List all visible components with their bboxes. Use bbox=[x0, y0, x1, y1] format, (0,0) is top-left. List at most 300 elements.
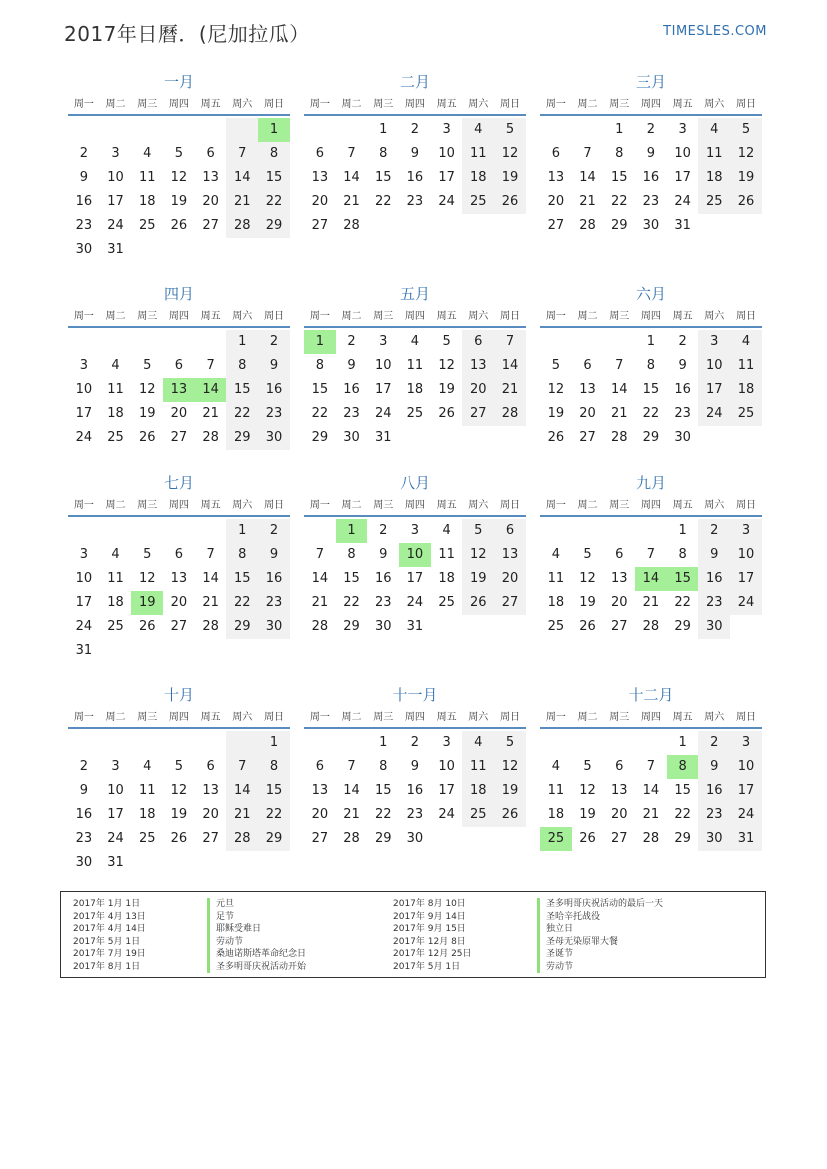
holiday-name: 耶稣受难日 bbox=[207, 923, 306, 936]
holiday-name: 圣哈辛托战役 bbox=[537, 911, 663, 924]
weekday-label: 周五 bbox=[436, 310, 457, 322]
weekday-label: 周四 bbox=[640, 98, 661, 110]
day-cell: 3 bbox=[678, 122, 687, 137]
weekday-header bbox=[304, 493, 526, 513]
day-cell: 7 bbox=[646, 759, 656, 774]
day-cell: 21 bbox=[202, 406, 219, 421]
month-divider bbox=[304, 326, 526, 328]
day-cell: 20 bbox=[311, 194, 329, 209]
day-cell: 27 bbox=[610, 619, 628, 634]
holiday-names-col-1 bbox=[207, 898, 306, 973]
day-cell: 29 bbox=[258, 827, 290, 851]
month-calendar bbox=[540, 284, 762, 450]
empty-cell bbox=[100, 330, 132, 354]
day-cell: 10 bbox=[75, 382, 93, 397]
day-grid bbox=[304, 731, 526, 851]
weekday-label: 周六 bbox=[704, 711, 725, 723]
day-cell: 3 bbox=[442, 122, 451, 137]
weekday-label: 周四 bbox=[640, 310, 661, 322]
month-divider bbox=[540, 727, 762, 729]
day-cell: 6 bbox=[583, 358, 592, 373]
empty-cell bbox=[163, 519, 195, 543]
day-cell: 19 bbox=[494, 779, 526, 803]
day-cell: 17 bbox=[438, 783, 455, 798]
day-cell: 22 bbox=[311, 406, 329, 421]
day-cell: 22 bbox=[674, 595, 691, 610]
weekday-label: 周六 bbox=[468, 711, 489, 723]
weekday-label: 周一 bbox=[545, 711, 566, 723]
holiday-dates-col-1 bbox=[73, 898, 146, 973]
weekday-label: 周六 bbox=[468, 310, 489, 322]
weekday-label: 周一 bbox=[309, 310, 330, 322]
day-cell: 29 bbox=[374, 831, 392, 846]
weekday-label: 周五 bbox=[200, 499, 221, 511]
day-cell: 13 bbox=[610, 783, 628, 798]
weekday-header bbox=[68, 493, 290, 513]
day-grid bbox=[304, 519, 526, 639]
day-cell: 4 bbox=[462, 118, 494, 142]
day-cell: 18 bbox=[547, 595, 565, 610]
day-cell: 17 bbox=[674, 170, 691, 185]
empty-cell bbox=[68, 330, 100, 354]
weekday-label: 周日 bbox=[735, 310, 756, 322]
weekday-label: 周日 bbox=[499, 499, 520, 511]
day-cell: 6 bbox=[315, 759, 324, 774]
weekday-label: 周六 bbox=[704, 499, 725, 511]
day-cell: 7 bbox=[494, 330, 526, 354]
day-grid bbox=[304, 118, 526, 238]
holiday-names-col-2 bbox=[537, 898, 663, 973]
day-cell: 14 bbox=[226, 166, 258, 190]
weekday-label: 周四 bbox=[168, 310, 189, 322]
day-cell: 23 bbox=[406, 194, 424, 209]
day-cell: 2 bbox=[258, 519, 290, 543]
month-divider bbox=[304, 727, 526, 729]
day-cell: 20 bbox=[202, 807, 219, 822]
day-cell: 2 bbox=[410, 735, 420, 750]
month-calendar bbox=[68, 685, 290, 875]
empty-cell bbox=[603, 731, 635, 755]
day-cell: 4 bbox=[111, 358, 120, 373]
day-cell: 24 bbox=[107, 218, 124, 233]
day-cell: 10 bbox=[438, 759, 455, 774]
day-cell: 26 bbox=[170, 831, 188, 846]
day-cell: 27 bbox=[170, 430, 188, 445]
day-cell: 4 bbox=[698, 118, 730, 142]
day-cell: 7 bbox=[226, 755, 258, 779]
weekday-label: 周日 bbox=[499, 98, 520, 110]
day-cell: 13 bbox=[311, 170, 329, 185]
weekday-label: 周五 bbox=[436, 98, 457, 110]
empty-cell bbox=[163, 731, 195, 755]
empty-cell bbox=[195, 519, 227, 543]
day-cell: 12 bbox=[730, 142, 762, 166]
day-cell: 12 bbox=[170, 170, 188, 185]
site-name[interactable]: TIMESLES.COM bbox=[663, 24, 767, 39]
day-cell: 4 bbox=[730, 330, 762, 354]
day-cell: 12 bbox=[579, 571, 596, 586]
day-cell: 9 bbox=[258, 543, 290, 567]
month-name: 七月 bbox=[163, 474, 194, 492]
empty-cell bbox=[336, 118, 368, 142]
day-cell: 22 bbox=[258, 190, 290, 214]
day-cell: 15 bbox=[258, 779, 290, 803]
day-cell: 3 bbox=[111, 146, 120, 161]
day-cell: 4 bbox=[551, 759, 560, 774]
day-cell: 17 bbox=[406, 571, 424, 586]
day-cell: 23 bbox=[258, 591, 290, 615]
day-cell: 8 bbox=[678, 547, 687, 562]
empty-cell bbox=[304, 519, 336, 543]
month-calendar bbox=[68, 72, 290, 262]
holiday-date: 2017年 12月 8日 bbox=[393, 936, 466, 947]
empty-cell bbox=[572, 330, 604, 354]
day-cell: 23 bbox=[642, 194, 660, 209]
weekday-label: 周一 bbox=[309, 499, 330, 511]
empty-cell bbox=[635, 731, 667, 755]
day-cell: 3 bbox=[442, 735, 451, 750]
weekday-label: 周一 bbox=[73, 98, 94, 110]
day-cell: 26 bbox=[138, 430, 156, 445]
day-cell: 25 bbox=[107, 430, 124, 445]
day-grid bbox=[540, 118, 762, 238]
day-cell: 3 bbox=[79, 358, 88, 373]
day-cell: 13 bbox=[311, 783, 329, 798]
weekday-label: 周二 bbox=[105, 98, 126, 110]
day-cell: 18 bbox=[730, 378, 762, 402]
day-cell: 23 bbox=[75, 218, 93, 233]
day-cell: 1 bbox=[678, 523, 687, 538]
month-calendar bbox=[304, 473, 526, 639]
weekday-header bbox=[68, 304, 290, 324]
day-cell: 2 bbox=[79, 759, 88, 774]
day-cell: 10 bbox=[374, 358, 392, 373]
empty-cell bbox=[635, 519, 667, 543]
day-cell: 2 bbox=[79, 146, 88, 161]
holiday-name: 足节 bbox=[207, 911, 306, 924]
month-calendar bbox=[68, 284, 290, 450]
day-cell: 24 bbox=[75, 619, 93, 634]
day-cell: 16 bbox=[75, 194, 93, 209]
day-cell: 2 bbox=[347, 334, 356, 349]
day-cell: 10 bbox=[75, 571, 93, 586]
empty-cell bbox=[100, 519, 132, 543]
day-cell: 9 bbox=[410, 759, 420, 774]
day-cell: 25 bbox=[462, 803, 494, 827]
day-cell: 26 bbox=[170, 218, 188, 233]
day-cell: 25 bbox=[406, 406, 424, 421]
day-cell: 29 bbox=[642, 430, 660, 445]
weekday-label: 周三 bbox=[609, 499, 630, 511]
day-cell: 15 bbox=[642, 382, 660, 397]
day-cell: 27 bbox=[311, 218, 329, 233]
day-cell: 13 bbox=[170, 571, 188, 586]
empty-cell bbox=[100, 118, 132, 142]
weekday-label: 周二 bbox=[105, 499, 126, 511]
day-cell: 17 bbox=[438, 170, 455, 185]
day-cell: 7 bbox=[347, 759, 356, 774]
day-cell: 11 bbox=[730, 354, 762, 378]
day-cell: 16 bbox=[698, 567, 730, 591]
day-cell: 27 bbox=[202, 831, 219, 846]
weekday-label: 周六 bbox=[232, 98, 253, 110]
month-name: 八月 bbox=[399, 474, 430, 492]
weekday-header bbox=[540, 304, 762, 324]
month-name: 六月 bbox=[635, 285, 666, 303]
day-cell: 18 bbox=[547, 807, 565, 822]
weekday-label: 周三 bbox=[137, 310, 158, 322]
holiday-date: 2017年 8月 10日 bbox=[393, 899, 466, 909]
day-cell: 17 bbox=[730, 567, 762, 591]
day-cell: 12 bbox=[138, 571, 156, 586]
empty-cell bbox=[195, 118, 227, 142]
empty-cell bbox=[195, 731, 227, 755]
holiday-date: 2017年 5月 1日 bbox=[73, 936, 141, 947]
holiday-name: 圣母无染原罪大餐 bbox=[537, 936, 663, 949]
day-cell: 14 bbox=[202, 571, 219, 586]
weekday-label: 周日 bbox=[263, 499, 284, 511]
day-cell: 27 bbox=[311, 831, 329, 846]
weekday-label: 周三 bbox=[373, 499, 394, 511]
day-cell: 1 bbox=[258, 731, 290, 755]
weekday-label: 周五 bbox=[672, 310, 693, 322]
day-cell: 18 bbox=[698, 166, 730, 190]
day-cell: 1 bbox=[678, 735, 687, 750]
day-cell: 10 bbox=[107, 170, 124, 185]
empty-cell bbox=[304, 731, 336, 755]
day-cell: 27 bbox=[610, 831, 628, 846]
day-cell: 4 bbox=[442, 523, 451, 538]
day-cell: 20 bbox=[170, 595, 188, 610]
month-name: 十一月 bbox=[392, 686, 438, 704]
day-cell: 18 bbox=[462, 779, 494, 803]
weekday-label: 周三 bbox=[373, 711, 394, 723]
weekday-label: 周日 bbox=[263, 98, 284, 110]
weekday-label: 周日 bbox=[735, 711, 756, 723]
day-cell: 8 bbox=[615, 146, 624, 161]
day-cell: 20 bbox=[311, 807, 329, 822]
day-cell: 12 bbox=[138, 382, 156, 397]
weekday-label: 周二 bbox=[341, 310, 362, 322]
day-cell: 11 bbox=[107, 382, 124, 397]
weekday-label: 周五 bbox=[200, 711, 221, 723]
day-cell: 28 bbox=[642, 831, 660, 846]
day-cell: 7 bbox=[646, 547, 656, 562]
day-cell: 29 bbox=[674, 831, 691, 846]
day-cell: 10 bbox=[698, 354, 730, 378]
month-calendar bbox=[540, 72, 762, 238]
holiday-date: 2017年 4月 13日 bbox=[73, 911, 146, 922]
day-cell: 8 bbox=[347, 547, 356, 562]
day-cell: 11 bbox=[698, 142, 730, 166]
month-divider bbox=[68, 727, 290, 729]
empty-cell bbox=[572, 731, 604, 755]
day-cell: 28 bbox=[642, 619, 660, 634]
day-cell: 26 bbox=[730, 190, 762, 214]
day-cell: 21 bbox=[311, 595, 329, 610]
day-cell: 21 bbox=[343, 194, 360, 209]
day-cell: 20 bbox=[547, 194, 565, 209]
day-cell: 9 bbox=[410, 146, 420, 161]
day-cell: 30 bbox=[258, 426, 290, 450]
day-cell: 5 bbox=[442, 334, 451, 349]
day-cell: 9 bbox=[379, 547, 388, 562]
day-cell: 24 bbox=[438, 194, 455, 209]
holiday-date: 2017年 12月 25日 bbox=[393, 949, 472, 959]
day-cell: 9 bbox=[698, 755, 730, 779]
holiday-day-cell: 1 bbox=[258, 118, 290, 142]
month-calendar bbox=[304, 72, 526, 238]
day-cell: 20 bbox=[610, 595, 628, 610]
holiday-day-cell: 25 bbox=[540, 827, 572, 851]
day-cell: 19 bbox=[170, 807, 188, 822]
day-cell: 8 bbox=[258, 755, 290, 779]
month-divider bbox=[304, 515, 526, 517]
weekday-label: 周三 bbox=[137, 98, 158, 110]
day-cell: 11 bbox=[406, 358, 424, 373]
day-cell: 16 bbox=[642, 170, 660, 185]
day-cell: 21 bbox=[610, 406, 628, 421]
month-divider bbox=[540, 114, 762, 116]
day-cell: 17 bbox=[75, 595, 93, 610]
day-cell: 27 bbox=[462, 402, 494, 426]
day-cell: 27 bbox=[170, 619, 188, 634]
day-cell: 11 bbox=[547, 571, 565, 586]
day-cell: 28 bbox=[311, 619, 329, 634]
empty-cell bbox=[540, 330, 572, 354]
holiday-name: 劳动节 bbox=[207, 936, 306, 949]
day-cell: 13 bbox=[610, 571, 628, 586]
day-cell: 17 bbox=[107, 807, 124, 822]
month-name: 五月 bbox=[399, 285, 430, 303]
holiday-day-cell: 13 bbox=[163, 378, 195, 402]
day-cell: 15 bbox=[610, 170, 628, 185]
day-cell: 13 bbox=[202, 170, 219, 185]
holiday-dates-col-2 bbox=[393, 898, 472, 973]
day-cell: 13 bbox=[462, 354, 494, 378]
holiday-list bbox=[60, 891, 766, 978]
day-cell: 8 bbox=[226, 543, 258, 567]
day-cell: 28 bbox=[343, 831, 360, 846]
day-cell: 6 bbox=[315, 146, 324, 161]
day-cell: 6 bbox=[494, 519, 526, 543]
weekday-label: 周二 bbox=[577, 98, 598, 110]
day-cell: 17 bbox=[75, 406, 93, 421]
weekday-label: 周四 bbox=[404, 499, 425, 511]
weekday-label: 周一 bbox=[545, 499, 566, 511]
day-cell: 7 bbox=[226, 142, 258, 166]
day-cell: 30 bbox=[343, 430, 360, 445]
weekday-header bbox=[540, 493, 762, 513]
day-cell: 30 bbox=[642, 218, 660, 233]
day-cell: 24 bbox=[730, 591, 762, 615]
day-cell: 23 bbox=[374, 595, 392, 610]
empty-cell bbox=[131, 731, 163, 755]
day-cell: 12 bbox=[170, 783, 188, 798]
weekday-label: 周二 bbox=[577, 499, 598, 511]
empty-cell bbox=[304, 118, 336, 142]
holiday-day-cell: 14 bbox=[635, 567, 667, 591]
day-cell: 26 bbox=[579, 831, 596, 846]
day-cell: 8 bbox=[646, 358, 656, 373]
day-cell: 10 bbox=[438, 146, 455, 161]
day-cell: 3 bbox=[730, 731, 762, 755]
month-name: 三月 bbox=[635, 73, 666, 91]
day-grid bbox=[68, 731, 290, 875]
day-cell: 28 bbox=[343, 218, 360, 233]
day-cell: 13 bbox=[202, 783, 219, 798]
holiday-date: 2017年 7月 19日 bbox=[73, 949, 146, 959]
day-cell: 5 bbox=[551, 358, 560, 373]
day-cell: 17 bbox=[374, 382, 392, 397]
day-cell: 21 bbox=[202, 595, 219, 610]
day-cell: 22 bbox=[226, 591, 258, 615]
day-cell: 19 bbox=[462, 567, 494, 591]
day-cell: 25 bbox=[138, 218, 156, 233]
day-cell: 28 bbox=[494, 402, 526, 426]
day-cell: 5 bbox=[174, 759, 184, 774]
empty-cell bbox=[131, 118, 163, 142]
day-cell: 22 bbox=[226, 402, 258, 426]
day-cell: 30 bbox=[674, 430, 691, 445]
day-cell: 18 bbox=[138, 807, 156, 822]
day-cell: 2 bbox=[698, 731, 730, 755]
day-cell: 1 bbox=[379, 735, 388, 750]
month-name: 一月 bbox=[163, 73, 194, 91]
day-cell: 2 bbox=[646, 122, 656, 137]
day-cell: 6 bbox=[174, 547, 184, 562]
day-cell: 23 bbox=[258, 402, 290, 426]
day-cell: 12 bbox=[438, 358, 455, 373]
empty-cell bbox=[68, 118, 100, 142]
day-cell: 16 bbox=[75, 807, 93, 822]
weekday-header bbox=[304, 705, 526, 725]
weekday-label: 周日 bbox=[735, 499, 756, 511]
day-cell: 3 bbox=[410, 523, 420, 538]
holiday-day-cell: 15 bbox=[667, 567, 699, 591]
holiday-date: 2017年 8月 1日 bbox=[73, 961, 141, 972]
day-cell: 16 bbox=[258, 378, 290, 402]
weekday-label: 周一 bbox=[309, 98, 330, 110]
month-calendar bbox=[540, 473, 762, 639]
day-cell: 19 bbox=[579, 807, 596, 822]
day-cell: 23 bbox=[674, 406, 691, 421]
day-cell: 10 bbox=[107, 783, 124, 798]
day-cell: 25 bbox=[462, 190, 494, 214]
day-cell: 9 bbox=[347, 358, 356, 373]
weekday-label: 周六 bbox=[232, 310, 253, 322]
month-name: 十二月 bbox=[628, 686, 674, 704]
empty-cell bbox=[131, 330, 163, 354]
day-cell: 12 bbox=[579, 783, 596, 798]
day-cell: 9 bbox=[79, 170, 88, 185]
weekday-label: 周二 bbox=[341, 499, 362, 511]
day-cell: 18 bbox=[107, 595, 124, 610]
day-cell: 22 bbox=[343, 595, 360, 610]
day-cell: 4 bbox=[143, 759, 152, 774]
weekday-label: 周六 bbox=[232, 711, 253, 723]
day-cell: 27 bbox=[202, 218, 219, 233]
day-cell: 24 bbox=[674, 194, 691, 209]
holiday-date: 2017年 9月 14日 bbox=[393, 911, 466, 922]
day-cell: 24 bbox=[730, 803, 762, 827]
day-cell: 25 bbox=[107, 619, 124, 634]
day-cell: 16 bbox=[406, 783, 424, 798]
weekday-label: 周日 bbox=[499, 310, 520, 322]
weekday-label: 周四 bbox=[640, 499, 661, 511]
day-cell: 5 bbox=[143, 547, 152, 562]
day-cell: 9 bbox=[678, 358, 687, 373]
